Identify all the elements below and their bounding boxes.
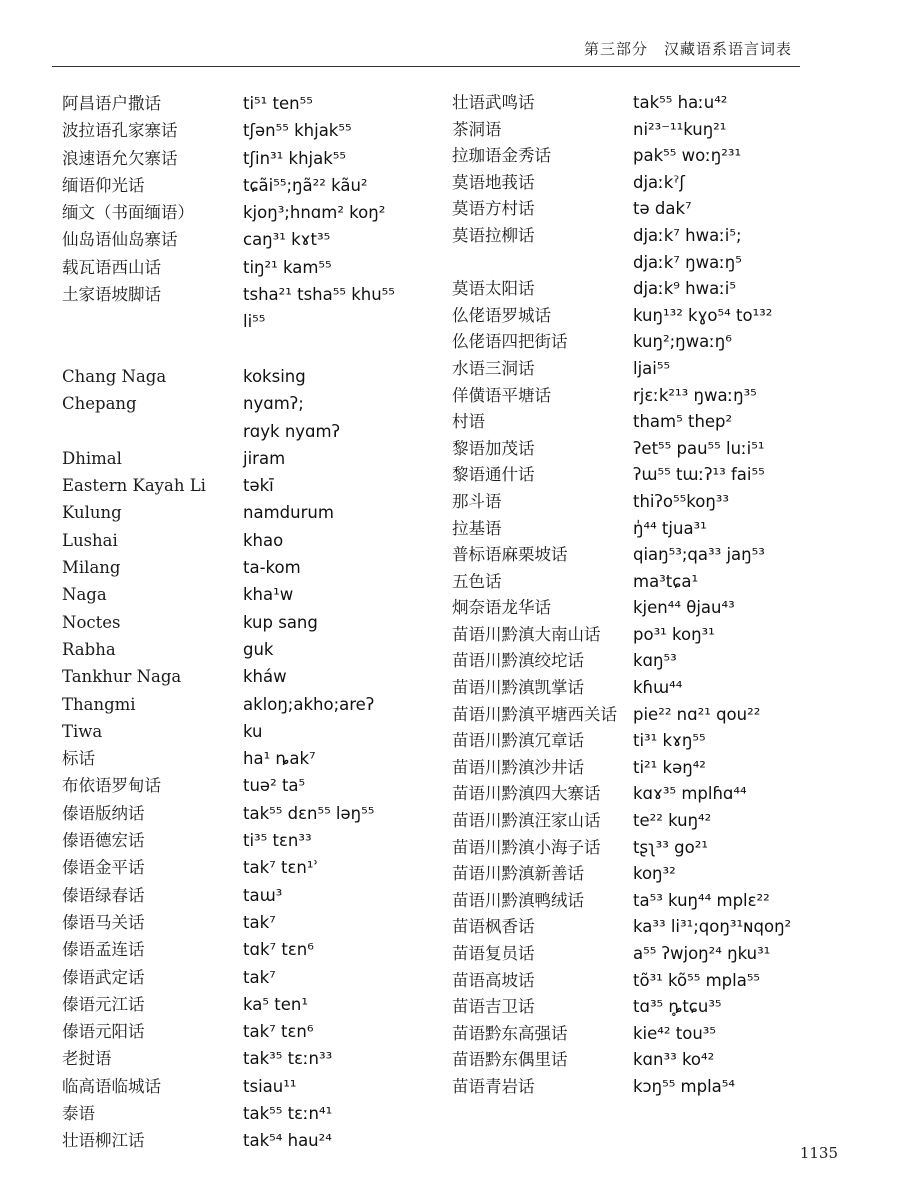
language-name: 傣语孟连话 [62, 940, 145, 960]
language-name: 土家语坡脚话 [62, 285, 161, 305]
language-name: Tiwa [62, 721, 103, 741]
word-form: pak⁵⁵ woːŋ²³¹ [633, 146, 742, 166]
word-form: kuŋ²;ŋwaːŋ⁶ [633, 332, 732, 352]
running-header [52, 30, 800, 70]
language-name: 那斗语 [452, 491, 502, 511]
word-form: təkī [243, 476, 274, 496]
right-word-column [633, 90, 853, 1101]
word-form: tak³⁵ tɛːn³³ [243, 1049, 333, 1069]
language-name: Rabha [62, 639, 116, 659]
word-form: ha¹ ȵak⁷ [243, 749, 316, 769]
language-name: 苗语吉卫话 [452, 997, 535, 1017]
language-name: 壮语柳江话 [62, 1131, 145, 1151]
page-number: 1135 [799, 1144, 838, 1162]
word-form: caŋ³¹ kɤt³⁵ [243, 230, 331, 250]
word-form: pie²² nɑ²¹ qou²² [633, 704, 761, 724]
language-name: Chepang [62, 394, 137, 414]
word-form: tak⁵⁵ tɛːn⁴¹ [243, 1103, 333, 1123]
word-form: tə dak⁷ [633, 199, 692, 219]
left-word-column [243, 90, 448, 1155]
language-name: 莫语太阳话 [452, 279, 535, 299]
language-name: 黎语通什话 [452, 465, 535, 485]
word-form: kɑɤ³⁵ mplɦɑ⁴⁴ [633, 784, 747, 804]
language-name: 黎语加茂话 [452, 438, 535, 458]
language-name: 标话 [62, 749, 95, 769]
language-name: 傣语武定话 [62, 967, 145, 987]
language-name: 傣语元阳话 [62, 1022, 145, 1042]
language-name: 苗语川黔滇平塘西关话 [452, 704, 617, 724]
word-form: ta⁵³ kuŋ⁴⁴ mplɛ²² [633, 890, 770, 910]
language-name: Noctes [62, 612, 121, 632]
word-form: djaːk⁹ hwaːi⁵ [633, 279, 736, 299]
language-name: 村语 [452, 412, 485, 432]
language-name: 茶洞语 [452, 119, 502, 139]
language-name: 炯奈语龙华话 [452, 598, 551, 618]
language-name: 佯僙语平塘话 [452, 385, 551, 405]
word-form: tak⁵⁵ dɛn⁵⁵ ləŋ⁵⁵ [243, 803, 375, 823]
language-name: 老挝语 [62, 1049, 112, 1069]
language-name: 载瓦语西山话 [62, 257, 161, 277]
word-form: taɯ³ [243, 885, 283, 905]
language-name: 水语三洞话 [452, 358, 535, 378]
word-form: nyɑmʔ; [243, 394, 304, 414]
word-form: kɑŋ⁵³ [633, 651, 677, 671]
language-name: 苗语青岩话 [452, 1076, 535, 1096]
language-name: 苗语川黔滇沙井话 [452, 757, 584, 777]
word-form: tɑk⁷ tɛn⁶ [243, 940, 314, 960]
word-form: koŋ³² [633, 864, 676, 884]
word-form: tsiau¹¹ [243, 1076, 297, 1096]
language-name: 苗语川黔滇冗章话 [452, 731, 584, 751]
language-name: 五色话 [452, 571, 502, 591]
language-name: 苗语川黔滇凯掌话 [452, 678, 584, 698]
word-form: rjɛːk²¹³ ŋwaːŋ³⁵ [633, 385, 757, 405]
word-form: namdurum [243, 503, 334, 523]
language-name: Lushai [62, 530, 118, 550]
language-name: 傣语版纳话 [62, 803, 145, 823]
word-form: ti²¹ kəŋ⁴² [633, 757, 706, 777]
language-name: 普标语麻栗坡话 [452, 545, 568, 565]
word-form: qiaŋ⁵³;qa³³ jaŋ⁵³ [633, 545, 765, 565]
word-form: kie⁴² tou³⁵ [633, 1023, 717, 1043]
language-name: 缅文（书面缅语） [62, 203, 194, 223]
right-language-column [452, 90, 652, 1101]
language-name: 苗语高坡话 [452, 970, 535, 990]
language-name [62, 336, 242, 363]
word-form: djaːk⁷ hwaːi⁵; [633, 225, 742, 245]
language-name: Chang Naga [62, 366, 167, 386]
language-name: 苗语川黔滇新善话 [452, 864, 584, 884]
word-form: li⁵⁵ [243, 312, 266, 332]
word-form: tuə² ta⁵ [243, 776, 306, 796]
word-form: djaːk⁷ ŋwaːŋ⁵ [633, 252, 742, 272]
language-name: Kulung [62, 503, 122, 523]
word-form: ʔɯ⁵⁵ tɯːʔ¹³ fai⁵⁵ [633, 465, 765, 485]
word-form: kjoŋ³;hnɑm² koŋ² [243, 203, 386, 223]
language-name: 苗语复员话 [452, 944, 535, 963]
language-name: 苗语川黔滇汪家山话 [452, 811, 601, 831]
language-name: 阿昌语户撒话 [62, 94, 161, 113]
word-form: tõ³¹ kõ⁵⁵ mpla⁵⁵ [633, 970, 761, 990]
language-name: 泰语 [62, 1103, 95, 1123]
word-form: tak⁵⁵ haːu⁴² [633, 93, 728, 112]
word-form: tʂʅ³³ go²¹ [633, 837, 708, 857]
word-form: tak⁷ tɛn⁶ [243, 1022, 314, 1042]
language-name: 莫语地莪话 [452, 172, 535, 192]
language-name: 苗语川黔滇四大寨话 [452, 784, 601, 804]
word-form: tak⁷ [243, 912, 276, 932]
language-name: 缅语仰光话 [62, 175, 145, 195]
language-name [62, 308, 242, 335]
word-form: po³¹ koŋ³¹ [633, 624, 715, 644]
language-name: 拉珈语金秀话 [452, 146, 551, 166]
language-name: 临高语临城话 [62, 1076, 161, 1096]
word-form: khao [243, 530, 284, 550]
word-form: rɑyk nyɑmʔ [243, 421, 341, 441]
word-form: djaːkˀʃ [633, 172, 685, 192]
language-name: 波拉语孔家寨话 [62, 121, 178, 141]
word-form: kjen⁴⁴ θjau⁴³ [633, 598, 735, 618]
word-form: kup sang [243, 612, 318, 632]
language-name: 苗语黔东高强话 [452, 1023, 568, 1043]
word-form: ʔet⁵⁵ pau⁵⁵ luːi⁵¹ [633, 438, 765, 458]
word-form: ljai⁵⁵ [633, 358, 671, 378]
word-form: tiŋ²¹ kam⁵⁵ [243, 257, 332, 277]
word-form: tak⁵⁴ hau²⁴ [243, 1131, 332, 1151]
language-name: Naga [62, 585, 107, 605]
language-name: 仫佬语四把街话 [452, 332, 568, 352]
word-form: a⁵⁵ ʔwjoŋ²⁴ ŋku³¹ [633, 944, 771, 963]
word-form: kha¹w [243, 585, 294, 605]
word-form: ŋ̍⁴⁴ tjua³¹ [633, 518, 707, 538]
header-rule [52, 66, 800, 67]
word-form: tʃin³¹ khjak⁵⁵ [243, 148, 347, 168]
word-form: tɕãi⁵⁵;ŋã²² kãu² [243, 175, 368, 195]
word-form: tak⁷ tɛn¹ʾ [243, 858, 319, 878]
word-form: thiʔo⁵⁵koŋ³³ [633, 491, 730, 511]
language-name: 莫语方村话 [452, 199, 535, 219]
word-form: koksing [243, 366, 306, 386]
word-form: ni²³⁻¹¹kuŋ²¹ [633, 119, 727, 139]
word-form: tsha²¹ tsha⁵⁵ khu⁵⁵ [243, 285, 395, 305]
word-form: ka⁵ ten¹ [243, 994, 308, 1014]
word-form: ti³¹ kɤŋ⁵⁵ [633, 731, 706, 751]
language-name: 苗语川黔滇鸭绒话 [452, 890, 584, 910]
language-name: 仙岛语仙岛寨话 [62, 230, 178, 250]
language-name: 傣语金平话 [62, 858, 145, 878]
word-form: tak⁷ [243, 967, 276, 987]
language-name [452, 250, 652, 277]
language-name: Tankhur Naga [62, 667, 182, 687]
language-name: Thangmi [62, 694, 136, 714]
language-name: 傣语马关话 [62, 912, 145, 932]
word-form: kɔŋ⁵⁵ mpla⁵⁴ [633, 1076, 736, 1096]
language-name: 傣语元江话 [62, 994, 145, 1014]
language-name: 拉基语 [452, 518, 502, 538]
word-form: kɑn³³ ko⁴² [633, 1050, 715, 1070]
language-name: 苗语川黔滇小海子话 [452, 837, 601, 857]
language-name: 苗语枫香话 [452, 917, 535, 937]
word-form: ta-kom [243, 558, 301, 578]
word-form: tham⁵ thep² [633, 412, 733, 432]
word-form: kɦɯ⁴⁴ [633, 678, 683, 698]
word-form: ma³tɕa¹ [633, 571, 699, 591]
language-name: 浪速语允欠寨话 [62, 148, 178, 168]
language-name: Dhimal [62, 448, 122, 468]
word-form: te²² kuŋ⁴² [633, 811, 712, 831]
word-form: ti⁵¹ ten⁵⁵ [243, 94, 313, 113]
word-form: tʃən⁵⁵ khjak⁵⁵ [243, 121, 352, 141]
word-form: ku [243, 721, 263, 741]
language-name: 莫语拉柳话 [452, 225, 535, 245]
language-name: Milang [62, 558, 121, 578]
word-form: akloŋ;akho;areʔ [243, 694, 375, 714]
language-name: 苗语川黔滇大南山话 [452, 624, 601, 644]
word-form: tɑ³⁵ ȵ̥tɕu³⁵ [633, 997, 722, 1017]
language-name: 傣语德宏话 [62, 831, 145, 851]
word-form: ka³³ li³¹;qoŋ³¹ɴqoŋ² [633, 917, 792, 937]
header-title: 第三部分 汉藏语系语言词表 [583, 40, 792, 58]
word-form: ti³⁵ tɛn³³ [243, 831, 312, 851]
language-name: 仫佬语罗城话 [452, 305, 551, 325]
language-name: 苗语川黔滇绞坨话 [452, 651, 584, 671]
language-name: 苗语黔东偶里话 [452, 1050, 568, 1070]
word-form [243, 336, 448, 363]
language-name: 傣语绿春话 [62, 885, 145, 905]
word-form: kuŋ¹³² kɣo⁵⁴ to¹³² [633, 305, 773, 325]
language-name: 布依语罗甸话 [62, 776, 161, 796]
word-form: guk [243, 639, 274, 659]
word-form: kháw [243, 667, 287, 687]
left-language-column [62, 90, 242, 1155]
word-form: jiram [243, 448, 286, 468]
language-name [62, 418, 242, 445]
language-name: Eastern Kayah Li [62, 476, 206, 496]
language-name: 壮语武鸣话 [452, 93, 535, 112]
